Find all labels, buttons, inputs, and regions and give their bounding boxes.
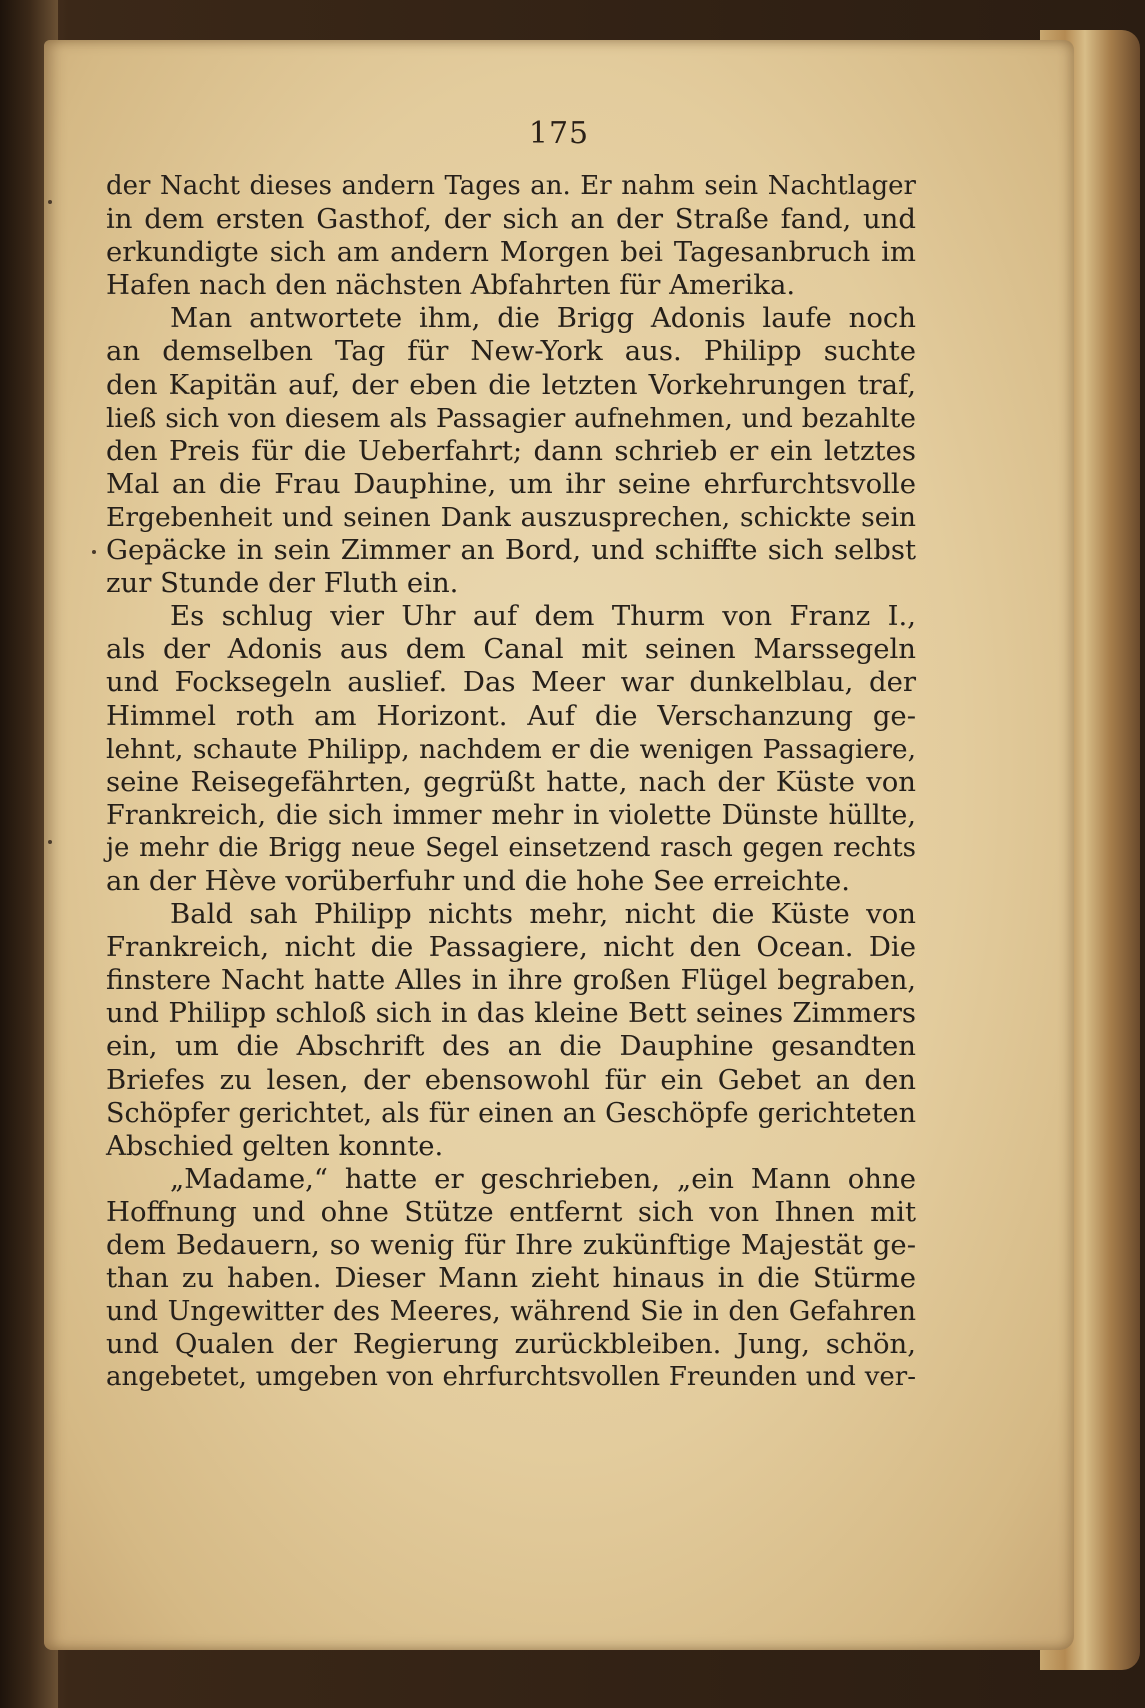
text-line: ein, um die Abschrift des an die Dauphine gesandten (106, 1030, 916, 1063)
text-line: an demselben Tag für New-York aus. Philipp suchte (106, 335, 916, 368)
text-line: lehnt, schaute Philipp, nachdem er die wenigen Passagiere, (106, 733, 916, 765)
text-line: in dem ersten Gasthof, der sich an der Straße fand, und (106, 203, 916, 236)
margin-mark (48, 840, 52, 844)
text-line: ließ sich von diesem als Passagier aufnehmen, und bezahlte (106, 402, 916, 434)
text-line: den Preis für die Ueberfahrt; dann schrieb er ein letztes (106, 434, 916, 467)
text-line: den Kapitän auf, der eben die letzten Vorkehrungen traf, (106, 368, 916, 401)
text-line: Ergebenheit und seinen Dank auszusprechen, schickte sein (106, 501, 916, 533)
page-number: 175 (528, 116, 590, 151)
text-line: Abschied gelten konnte. (106, 1129, 444, 1162)
text-line: der Nacht dieses andern Tages an. Er nahm sein Nachtlager (106, 171, 916, 201)
text-line: und Qualen der Regierung zurückbleiben. Jung, schön, (106, 1328, 916, 1361)
text-line: als der Adonis aus dem Canal mit seinen Marssegeln (106, 633, 916, 666)
paragraph-start: „Madame,“ hatte er geschrieben, „ein Mann ohne (170, 1162, 916, 1195)
text-line: Mal an die Frau Dauphine, um ihr seine ehrfurchtsvolle (106, 467, 916, 500)
text-line: und Philipp schloß sich in das kleine Bett seines Zimmers (106, 997, 916, 1030)
text-line: je mehr die Brigg neue Segel einsetzend rasch gegen rechts (106, 832, 916, 863)
body-text (106, 170, 916, 1394)
text-line: Hoffnung und ohne Stütze entfernt sich von Ihnen mit (106, 1195, 916, 1228)
text-line: Frankreich, die sich immer mehr in violette Dünste hüllte, (106, 799, 916, 831)
text-line: und Ungewitter des Meeres, während Sie in den Gefahren (106, 1296, 916, 1328)
text-line: Gepäcke in sein Zimmer an Bord, und schiffte sich selbst (106, 534, 916, 567)
text-line: angebetet, umgeben von ehrfurchtsvollen Freunden und ver- (106, 1362, 916, 1393)
text-line: Himmel roth am Horizont. Auf die Verschanzung ge- (106, 699, 916, 732)
margin-mark (92, 550, 96, 554)
text-line: Briefes zu lesen, der ebensowohl für ein Gebet an den (106, 1063, 916, 1096)
text-line: seine Reisegefährten, gegrüßt hatte, nach der Küste von (106, 765, 916, 798)
paragraph-start: Man antwortete ihm, die Brigg Adonis laufe noch (170, 302, 916, 335)
margin-mark (48, 200, 52, 204)
text-line: dem Bedauern, so wenig für Ihre zukünftige Majestät ge- (106, 1229, 916, 1261)
text-line: Frankreich, nicht die Passagiere, nicht den Ocean. Die (106, 931, 916, 964)
text-line: than zu haben. Dieser Mann zieht hinaus in die Stürme (106, 1262, 916, 1295)
text-line: Hafen nach den nächsten Abfahrten für Amerika. (106, 269, 796, 302)
book-page (44, 40, 1074, 1650)
text-line: zur Stunde der Fluth ein. (106, 567, 459, 600)
text-line: Schöpfer gerichtet, als für einen an Geschöpfe gerichteten (106, 1097, 916, 1129)
text-line: finstere Nacht hatte Alles in ihre großen Flügel begraben, (106, 965, 916, 997)
text-line: erkundigte sich am andern Morgen bei Tagesanbruch im (106, 236, 916, 269)
text-line: an der Hève vorüberfuhr und die hohe See erreichte. (106, 864, 851, 897)
paragraph-start: Es schlug vier Uhr auf dem Thurm von Franz I., (170, 600, 916, 633)
text-line: und Focksegeln auslief. Das Meer war dunkelblau, der (106, 666, 916, 699)
paragraph-start: Bald sah Philipp nichts mehr, nicht die Küste von (170, 898, 916, 931)
